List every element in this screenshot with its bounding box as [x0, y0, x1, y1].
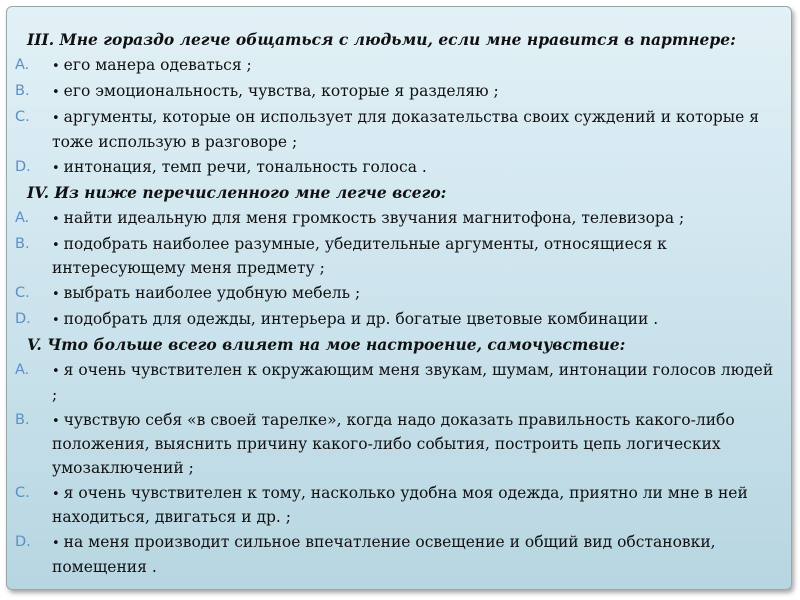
list-item	[15, 233, 785, 281]
item-marker: D.	[15, 534, 31, 550]
list-item	[15, 54, 785, 79]
item-text: • чувствую себя «в своей тарелке», когда надо доказать правильность какого-либо положения, выяснить причину какого-либо события, построить цепь логических умозаключений ;	[52, 410, 735, 477]
item-text: • аргументы, которые он использует для доказательства своих суждений и которые я тоже использую в разговоре ;	[52, 108, 760, 151]
bullet-icon: •	[52, 111, 60, 126]
list-item	[15, 359, 785, 407]
item-marker: A.	[15, 209, 30, 226]
item-marker: D.	[15, 158, 31, 175]
bullet-icon: •	[52, 160, 60, 176]
item-marker: B.	[15, 411, 30, 428]
bullet-icon: •	[52, 211, 60, 227]
questionnaire-content	[15, 29, 785, 581]
section-heading-iii: III. Мне гораздо легче общаться с людьми, если мне нравится в партнере:	[27, 30, 736, 49]
bullet-icon: •	[52, 413, 60, 429]
list-item	[15, 106, 785, 154]
item-text: • подобрать наиболее разумные, убедительные аргументы, относящиеся к интересующему меня предмету ;	[52, 234, 667, 277]
bullet-icon: •	[52, 237, 60, 253]
list-item	[15, 308, 785, 333]
item-text: • подобрать для одежды, интерьера и др. богатые цветовые комбинации .	[52, 310, 659, 328]
section-heading-v: V. Что больше всего влияет на мое настроение, самочувствие:	[27, 335, 626, 354]
bullet-icon: •	[52, 486, 60, 502]
item-text: • на меня производит сильное впечатление освещение и общий вид обстановки, помещения .	[52, 533, 716, 576]
item-text: • найти идеальную для меня громкость звучания магнитофона, телевизора ;	[52, 208, 685, 227]
bullet-icon: •	[52, 364, 60, 379]
item-marker: C.	[15, 109, 30, 125]
item-marker: B.	[15, 235, 30, 252]
item-marker: C.	[15, 484, 30, 501]
bullet-icon: •	[52, 85, 60, 100]
list-item	[15, 482, 785, 530]
item-text: • его манера одеваться ;	[52, 56, 252, 74]
bullet-icon: •	[52, 313, 60, 328]
section-heading-iv: IV. Из ниже перечисленного мне легче всего:	[27, 182, 447, 202]
item-marker: B.	[15, 83, 30, 99]
list-item	[15, 156, 785, 181]
item-text: • я очень чувствителен к тому, насколько удобна моя одежда, приятно ли мне в ней находиться, двигаться и др. ;	[52, 483, 748, 526]
bullet-icon: •	[52, 536, 60, 551]
item-marker: A.	[15, 57, 30, 73]
item-text: • я очень чувствителен к окружающим меня звукам, шумам, интонации голосов людей ;	[52, 361, 774, 404]
item-marker: D.	[15, 311, 31, 327]
item-marker: C.	[15, 285, 30, 301]
list-item	[15, 531, 785, 579]
item-marker: A.	[15, 362, 30, 378]
list-item	[15, 409, 785, 481]
item-text: • его эмоциональность, чувства, которые я разделяю ;	[52, 82, 499, 100]
slide-panel	[6, 6, 792, 590]
list-item	[15, 282, 785, 307]
list-item	[15, 80, 785, 105]
item-text: • выбрать наиболее удобную мебель ;	[52, 284, 361, 302]
bullet-icon: •	[52, 59, 60, 74]
item-text: • интонация, темп речи, тональность голоса .	[52, 157, 427, 176]
list-item	[15, 207, 785, 232]
bullet-icon: •	[52, 287, 60, 302]
